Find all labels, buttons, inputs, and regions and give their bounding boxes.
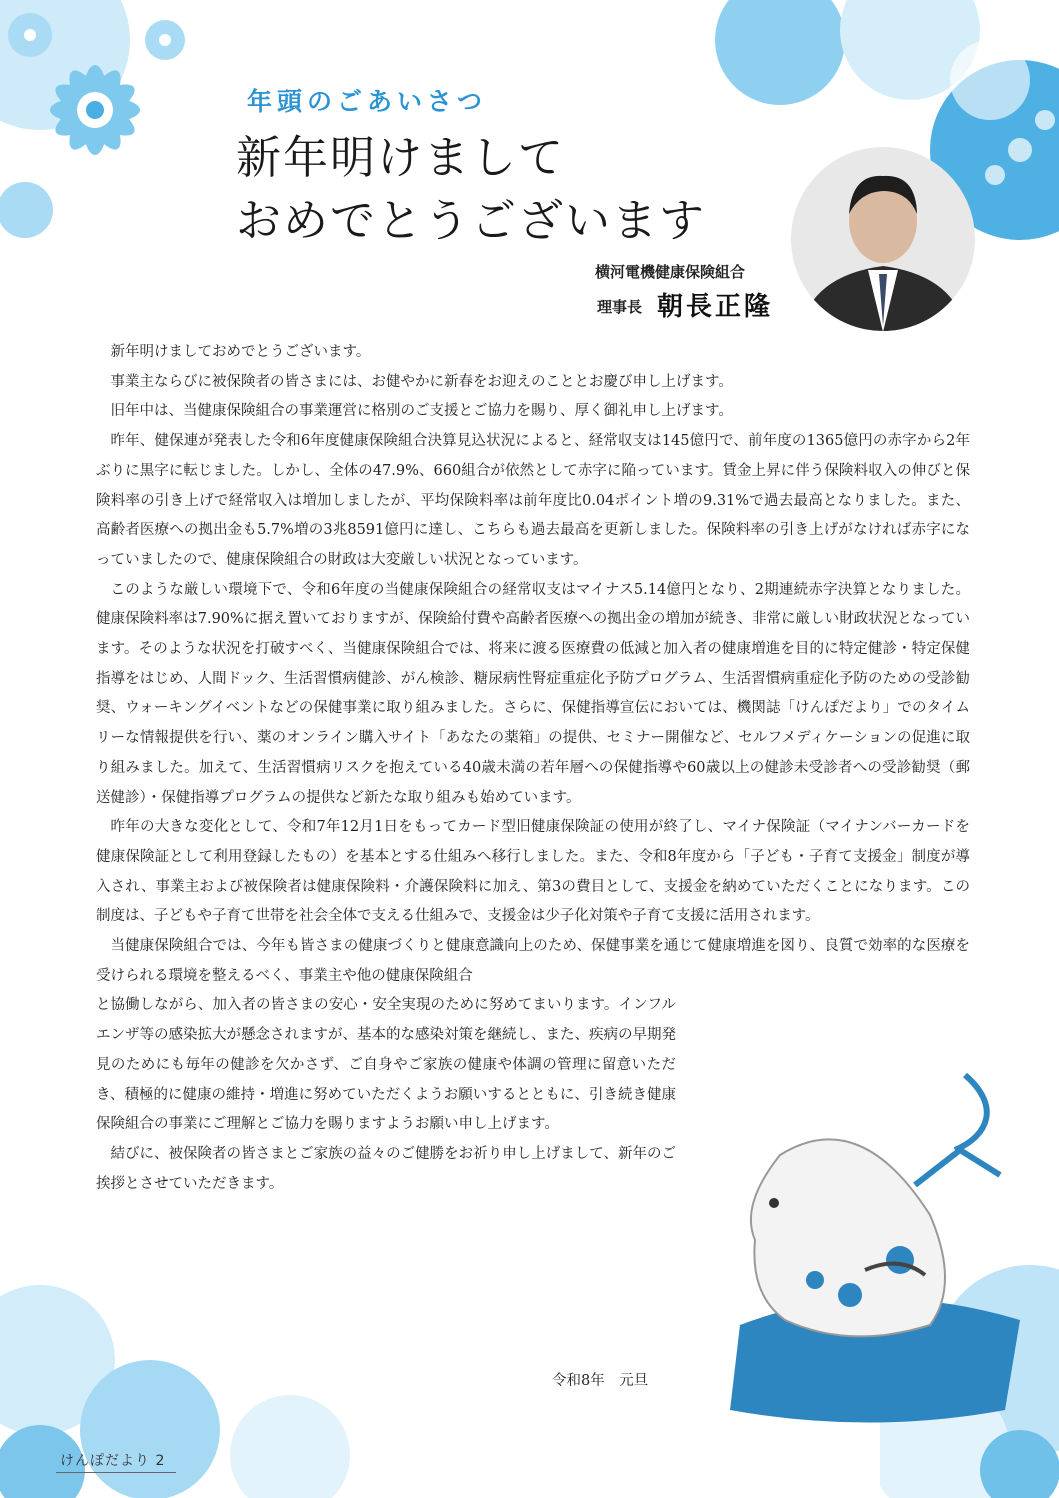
greeting-body	[96, 338, 970, 1199]
paragraph: 新年明けましておめでとうございます。	[110, 344, 371, 360]
author-organization: 横河電機健康保険組合	[595, 263, 746, 281]
paragraph: 昨年の大きな変化として、令和7年12月1日をもってカード型旧健康保険証の使用が終了し、マイナ保険証（マイナンバーカードを健康保険証として利用登録したもの）を基本とする仕組みへ移行しました。また、令和8年度から「子ども・子育て支援金」制度が導入され、事業主および被保険者は健康保険料・介護保険料に加え、第3の費目として、支援金を納めていただくことになります。この制度は、子どもや子育て世帯を社会全体で支える仕組みで、支援金は少子化対策や子育て支援に活用されます。	[96, 819, 970, 925]
paragraph: このような厳しい環境下で、令和6年度の当健康保険組合の経常収支はマイナス5.14億円となり、2期連続赤字決算となりました。健康保険料率は7.90%に据え置いておりますが、保険給付費や高齢者医療への拠出金の増加が続き、非常に厳しい財政状況となっています。そのような状況を打破すべく、当健康保険組合では、将来に渡る医療費の低減と加入者の健康増進を目的に特定健診・特定保健指導をはじめ、人間ドック、生活習慣病健診、がん検診、糖尿病性腎症重症化予防プログラム、生活習慣病重症化予防のための受診勧奨、ウォーキングイベントなどの保健事業に取り組みました。さらに、保健指導宣伝においては、機関誌「けんぽだより」でのタイムリーな情報提供を行い、薬のオンライン購入サイト「あなたの薬箱」の提供、セミナー開催など、セルフメディケーションの促進に取り組みました。加えて、生活習慣病リスクを抱えている40歳未満の若年層への保健指導や60歳以上の健診未受診者への受診勧奨（郵送健診）・保健指導プログラムの提供など新たな取り組みも始めています。	[96, 581, 970, 806]
paragraph: 事業主ならびに被保険者の皆さまには、お健やかに新春をお迎えのこととお慶び申し上げます。	[110, 373, 733, 390]
author-name: 朝長正隆	[657, 292, 774, 322]
paragraph-continued: と協働しながら、加入者の皆さまの安心・安全実現のために努めてまいります。インフルエンザ等の感染拡大が懸念されますが、基本的な感染対策を継続し、また、疾病の早期発見のためにも毎年の健診を欠かさず、ご自身やご家族の健康や体調の管理に留意いただき、積極的に健康の維持・増進に努めていただくようお願いするとともに、引き続き健康保険組合の事業にご理解とご協力を賜りますようお願い申し上げます。	[96, 997, 676, 1133]
bottom-left-pattern-decoration	[0, 1240, 360, 1498]
title-line-2: おめでとうございます	[236, 194, 707, 247]
paragraph: 当健康保険組合では、今年も皆さまの健康づくりと健康意識向上のため、保健事業を通じて健康増進を図り、良質で効率的な医療を受けられる環境を整えるべく、事業主や他の健康保険組合	[96, 938, 970, 984]
author-role: 理事長	[597, 298, 643, 316]
footer-label	[60, 1450, 165, 1470]
chairman-portrait	[790, 146, 976, 332]
top-left-flower-decoration	[0, 0, 260, 260]
page-title	[236, 126, 706, 252]
paragraph: 旧年中は、当健康保険組合の事業運営に格別のご支援とご協力を賜り、厚く御礼申し上げます。	[110, 403, 733, 420]
page-number: 2	[155, 1453, 166, 1469]
greeting-subtitle: 年頭のごあいさつ	[247, 87, 488, 116]
closing-paragraph: 結びに、被保険者の皆さまとご家族の益々のご健勝をお祈り申し上げまして、新年のご挨拶とさせていただきます。	[96, 1145, 676, 1192]
footer-divider	[56, 1472, 176, 1473]
title-line-1: 新年明けまして	[236, 131, 566, 184]
paragraph: 昨年、健保連が発表した令和6年度健康保険組合決算見込状況によると、経常収支は145億円で、前年度の1365億円の赤字から2年ぶりに黒字に転じました。しかし、全体の47.9%、660組合が依然として赤字に陥っています。賃金上昇に伴う保険料収入の伸びと保険料率の引き上げで経常収入は増加しましたが、平均保険料率は前年度比0.04ポイント増の9.31%で過去最高となりました。また、高齢者医療への拠出金も5.7%増の3兆8591億円に達し、こちらも過去最高を更新しました。保険料率の引き上げがなければ赤字になっていましたので、健康保険組合の財政は大変厳しい状況となっています。	[96, 433, 970, 568]
newsletter-name: けんぽだより	[60, 1453, 150, 1469]
date-line: 令和8年 元旦	[552, 1373, 649, 1389]
